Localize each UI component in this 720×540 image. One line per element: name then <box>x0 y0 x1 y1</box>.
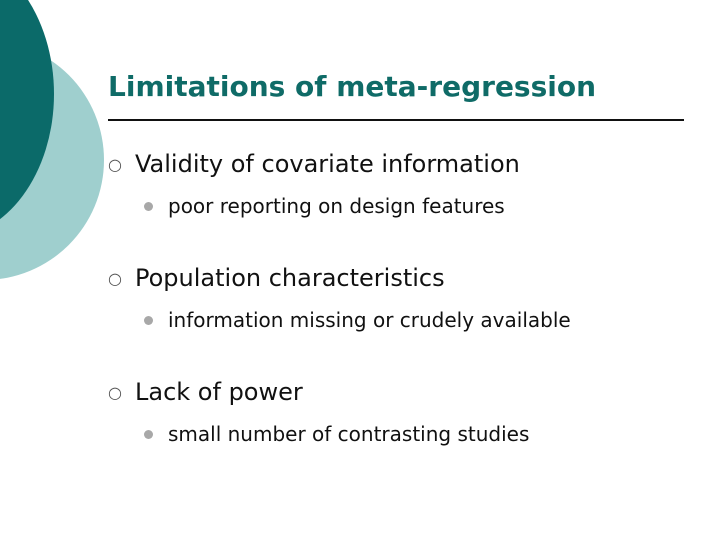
open-circle-icon: ○ <box>108 383 122 402</box>
title-underline <box>108 119 684 121</box>
sub-bullet-text: information missing or crudely available <box>168 308 571 332</box>
slide-title: Limitations of meta-regression <box>108 70 597 103</box>
bullet-text: Validity of covariate information <box>135 150 520 178</box>
filled-circle-icon <box>144 316 153 325</box>
sub-bullet-text: small number of contrasting studies <box>168 422 530 446</box>
bullet-text: Population characteristics <box>135 264 445 292</box>
filled-circle-icon <box>144 430 153 439</box>
open-circle-icon: ○ <box>108 269 122 288</box>
filled-circle-icon <box>144 202 153 211</box>
bullet-text: Lack of power <box>135 378 303 406</box>
open-circle-icon: ○ <box>108 155 122 174</box>
sub-bullet-text: poor reporting on design features <box>168 194 505 218</box>
